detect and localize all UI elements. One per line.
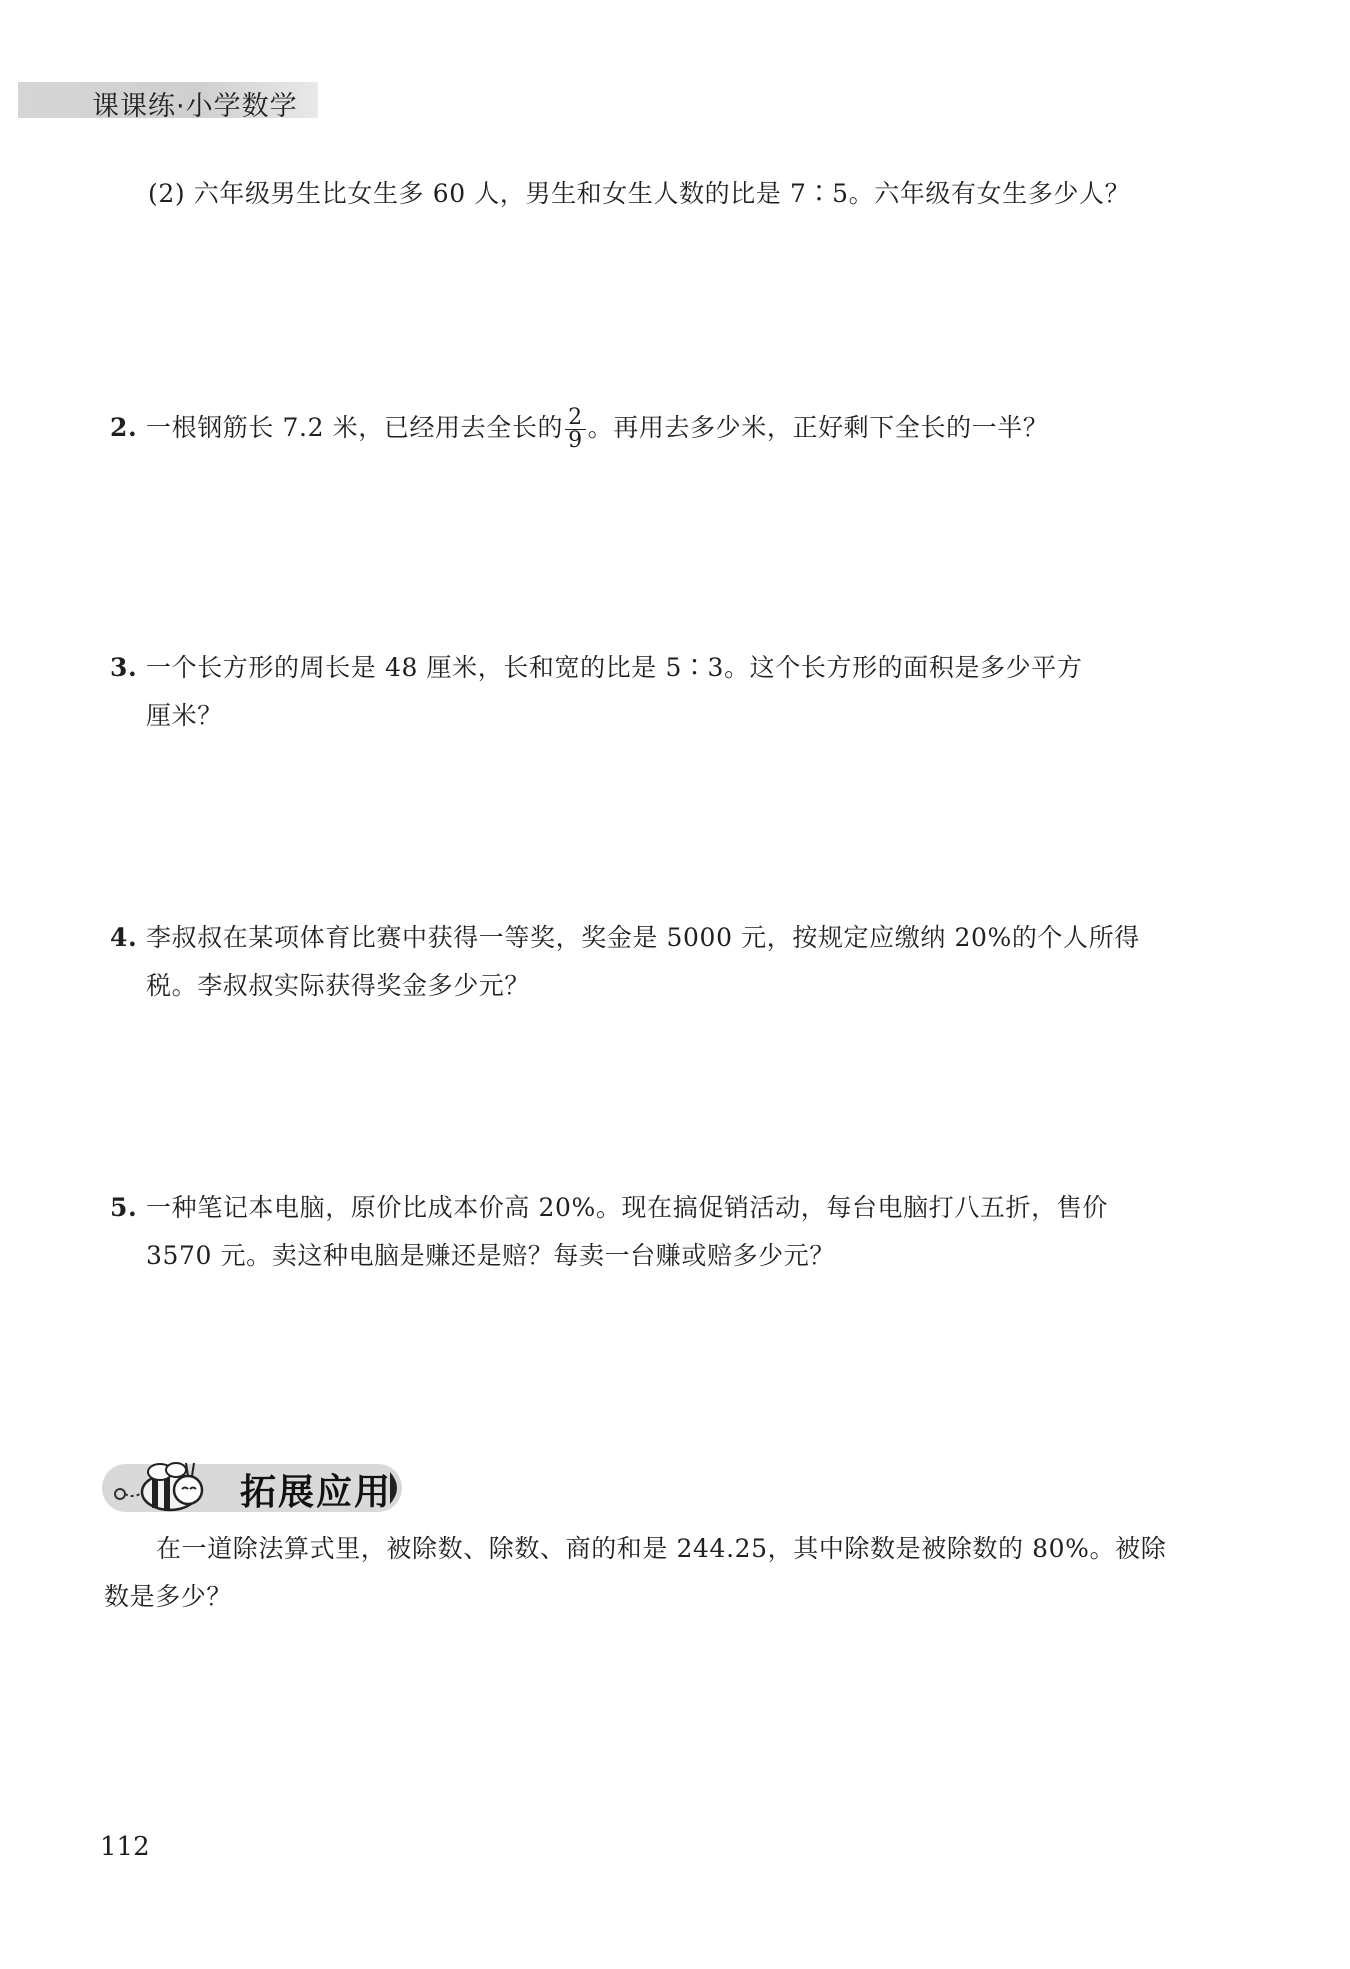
bee-head-icon [174,1476,202,1504]
question-text-line: 李叔叔在某项体育比赛中获得一等奖，奖金是 5000 元，按规定应缴纳 20%的个人所得 [146,923,1140,952]
header-title: 课课练·小学数学 [92,91,298,122]
question-text-line: 税。李叔叔实际获得奖金多少元？ [146,971,531,1000]
question-text-line: 厘米？ [146,701,223,730]
extension-question [104,1525,1204,1621]
question-2 [110,404,1200,452]
page-number: 112 [100,1832,150,1862]
question-number: 5. [110,1193,138,1222]
fraction-numerator: 2 [565,407,586,430]
question-text-line: 数是多少？ [104,1582,233,1611]
section-title: 拓展应用 [240,1472,393,1513]
question-number: 4. [110,923,138,952]
question-text-line: 3570 元。卖这种电脑是赚还是赔？每卖一台赚或赔多少元？ [146,1241,835,1270]
question-number: 3. [110,653,138,682]
question-3 [110,644,1200,740]
fraction [565,407,586,452]
question-1-2 [148,170,1238,218]
fraction-denominator: 9 [568,428,583,453]
question-text-after: 。再用去多少米，正好剩下全长的一半？ [587,413,1049,442]
question-number: 2. [110,413,138,442]
question-5 [110,1184,1200,1280]
question-text-before: 一根钢筋长 7.2 米，已经用去全长的 [146,413,564,442]
question-text-line: (2) 六年级男生比女生多 60 人，男生和女生人数的比是 7∶5。六年级有女生多少人？ [148,179,1131,208]
question-text-line: 一个长方形的周长是 48 厘米，长和宽的比是 5∶3。这个长方形的面积是多少平方 [146,653,1083,682]
question-4 [110,914,1200,1010]
question-text-line: 一种笔记本电脑，原价比成本价高 20%。现在搞促销活动，每台电脑打八五折，售价 [146,1193,1108,1222]
question-text-line: 在一道除法算式里，被除数、除数、商的和是 244.25，其中除数是被除数的 80%。被除 [156,1534,1167,1563]
